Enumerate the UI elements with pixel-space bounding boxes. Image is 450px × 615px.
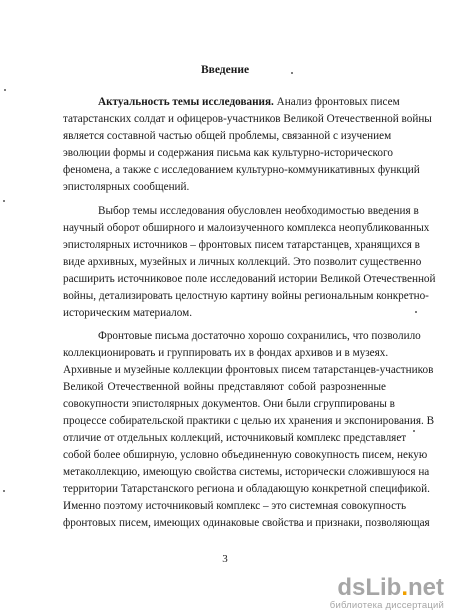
text-line: войны, детализировать целостную картину войны региональным конкретно- [63,290,429,302]
text-line: Именно поэтому источниковый комплекс – это системная совокупность [63,500,407,512]
section-heading: Введение [200,64,250,76]
text-line: научный оборот обширного и малоизученного комплекса неопубликованных [63,222,430,234]
text-line: Выбор темы исследования обусловлен необходимостью введения в [98,205,419,217]
text-line: Великой Отечественной войны представляют собой разрозненные [63,381,386,393]
text-line: феномена, а также с исследованием культурно-коммуникативных функций [63,164,420,176]
watermark-subtitle: библиотека диссертаций [329,600,444,611]
paragraph-lead-line [98,94,400,111]
text-line: эпистолярных сообщений. [63,181,190,193]
dslib-watermark [330,576,444,611]
text-line: фронтовых писем, имеющих одинаковые свойства и признаки, позволяющая [63,517,430,529]
text-line: отличие от отдельных коллекций, источниковый комплекс представляет [63,432,407,444]
text-line: процессе собирательской практики с целью их хранения и экспонирования. В [63,415,435,427]
text-line: Архивные и музейные коллекции фронтовых писем татарстанцев-участников [63,364,434,376]
text-line: собой более обширную, условно объединенную совокупность писем, некую [63,449,428,461]
text-line: эпистолярных источников – фронтовых писем татарстанцев, хранящихся в [63,239,420,251]
text-line: Фронтовые письма достаточно хорошо сохранились, что позволило [98,330,421,342]
text-line: территории Татарстанского региона и обладающую конкретной спецификой. [63,483,430,495]
page-number: 3 [222,553,228,565]
scan-speck [3,490,5,492]
scan-speck [4,89,6,91]
scan-speck [291,72,293,74]
text-line: виде архивных, музейных и личных коллекций. Это позволит существенно [63,256,422,268]
watermark-logo: dsLib.net [337,574,444,601]
text-line: совокупности эпистолярных документов. Они были сгруппированы в [63,398,395,410]
text-line: татарстанских солдат и офицеров-участников Великой Отечественной войны [63,113,432,125]
text-line: является составной частью общей проблемы, связанной с изучением [63,130,392,142]
text-line: эволюции формы и содержания письма как культурно-исторического [63,147,393,159]
lead-bold-text: Актуальность темы исследования. [98,96,274,108]
scan-speck [413,430,415,432]
text-line: расширить источниковое поле исследований истории Великой Отечественной [63,273,436,285]
text-line: метаколлекцию, имеющую свойства системы, исторически сложившуюся на [63,466,430,478]
text-line: историческим материалом. [63,307,193,319]
scan-speck [415,311,417,313]
text-line: коллекционировать и группировать их в фондах архивов и в музеях. [63,347,389,359]
scan-speck [3,200,5,202]
lead-text: Анализ фронтовых писем [273,96,400,108]
